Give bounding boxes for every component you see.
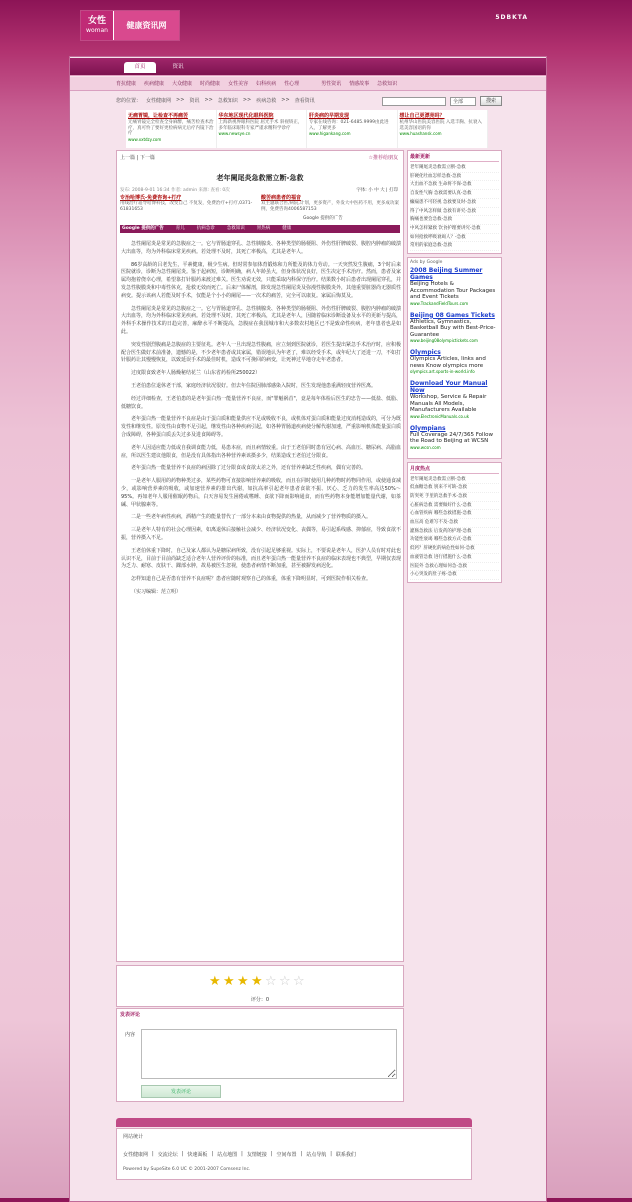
ad-text: 上海新视界眼科医院 屈光手术 斜视矫正，多年临床眼科专家严谨求精科学诊疗 [218, 120, 303, 131]
subnav-item[interactable]: 女性美容 [228, 81, 249, 87]
ad-title[interactable]: 无痛胃镜，让检查不再痛苦 [128, 113, 189, 119]
ad-title[interactable]: 肝炎病的早期发现 [309, 113, 350, 119]
font-size-controls[interactable]: 字体: 小 中 大 | 打印 [356, 188, 398, 193]
article-paragraph: 老年蛋白热一能量营养不良症的病因除了过分限食或食欲太差之外，还有营养素缺乏性疾病，偶有完善的。 [131, 465, 367, 472]
article-paragraph: 急性阑尾炎是常见的急腹症之一。它与胃肠道穿孔、急性胰腺炎、各种类型的肠梗阻、外伤性肝脾破裂、腹腔内肿瘤的破溃大出血等，均为外科临床常见疾病。若处理不及时，其死亡率极高，尤其是老年人，因随着临床诊断设备及水平的更新与提高，外科手术操作技术的日趋完善，麻醉水平不断提高，急腹症在我国城市和大多数农村地区已不是致命性疾病，老年患者也是如此。 [121, 305, 402, 335]
sidebar-ad-url[interactable]: olympics.art.sports-in-world.info [410, 369, 475, 375]
latest-item[interactable]: 胸痛也要会急救-急救 [410, 216, 499, 225]
latest-item[interactable]: 得了中风怎样做 急救有讲究-急救 [410, 208, 499, 217]
hot-item[interactable]: 心脏病急救 需要做好什么-急救 [410, 502, 499, 511]
sidebar-ad-text: Athletics, Gymnastics, Basketball Buy with Best-Price-Guarantee [410, 318, 496, 338]
footer-link[interactable]: 站点地图 [217, 1152, 238, 1158]
article-panel [116, 150, 404, 962]
footer [116, 1128, 472, 1180]
article-body [121, 241, 401, 602]
latest-item[interactable]: 中风怎样紧救 饮食护理要讲究-急救 [410, 225, 499, 234]
star-filled-icon[interactable]: ★ [209, 974, 221, 989]
article-paragraph: 老年蛋白热一能量营养不良症是由于蛋白质和能量供应不足或吸收不良，或机体对蛋白质和能量过度消耗造成的，可分为既发性和继发性。原发性由食物不足引起，继发性由各种疾病引起，如各种胃肠道疾病使分解代谢加速，严重影响机体能量蛋白质合成障碍，各种蛋白质丢失过多及进食障碍等。 [121, 416, 402, 438]
sub-navbar [70, 77, 546, 91]
inline-ad[interactable] [120, 194, 261, 224]
ad-block[interactable] [398, 110, 489, 148]
article-paragraph: （实习编辑：范立明） [131, 588, 182, 595]
breadcrumb-current: 查看资讯 [294, 97, 315, 104]
inline-ads [120, 194, 402, 224]
top-ad-strip [126, 110, 488, 148]
hot-item[interactable]: 低钙？肝硬化的病危性如何-急救 [410, 545, 499, 554]
breadcrumb-link[interactable]: 急救知识 [217, 97, 238, 104]
breadcrumb-sep: >> [204, 97, 213, 103]
footer-sep: | [330, 1151, 332, 1157]
article-paragraph: 王老伯患位退休老干部，家庭经济状况很好。但去年住院因肺部感染入院时，医生发现他患重满轻度营养医离。 [131, 382, 377, 389]
sidebar-ad-url[interactable]: www.ElectronicManuals.co.uk [410, 413, 470, 419]
google-ad-link[interactable]: 健康 [282, 226, 292, 231]
search-scope-select[interactable]: 全部 [450, 97, 476, 106]
hot-list [410, 476, 499, 580]
google-ad-bar-title: Google 提供的广告 [122, 226, 164, 231]
footer-sep: | [181, 1151, 184, 1157]
inline-ad-text: 双主题联合医,病院,计划，更多资产，外发大中医药不用，更多成功案例，免费咨询4006587153 [261, 201, 399, 212]
google-ad-link[interactable]: 育儿 [175, 226, 185, 231]
article-paragraph: 86岁高龄的吕老先生，平素健康，极少生病。但时常参加体育锻炼和力所能及的体力劳动。一天突然发生腹痛，3个时后来医院就诊，诊断为急性阑尾炎。鉴于起病短，诊断明确，病人年龄虽大，但身体状况良好，医生决定手术治疗。然而，患者及家属均抱着侥幸心理，希望靠打针服药来渡过难关。医生劝说无效，只能采取内科保守治疗。结果数小时后患者出现阑尾穿孔，并发急性腹膜炎和中毒性休克，抢救无效而死亡。后来尸体解剖，除发现急性阑尾炎及弥漫性腹膜炎外，其他重要脏器尚无器质性病变。提示该病人若能及时手术，仅能是个小小的阑尾——一次术的痛苦，完全可以康复。家属后悔莫及。 [121, 261, 402, 299]
article-paragraph: 王老伯休重下降时，自己及家人都认为是糖尿病所致，没有引起足够重视。实际上，不要说是老年人，医护人员有时对此也认识不足，目前于目前尚缺乏适合老年人营养评价的标准，而且老年蛋白热一能量营养不良症的临床表现也不典型，早期仅表现为乏力、耐寒、皮肤干、踝部水肿，故易被医生忽视，使患者病情不断加重，甚至被摒发病迟化。 [121, 547, 402, 570]
google-ad-bar [120, 225, 400, 233]
subnav-item[interactable]: 大众健康 [172, 81, 193, 87]
footer-copyright: Powered by SupeSite 6.0 UC © 2001-2007 Comsenz Inc. [123, 1167, 251, 1172]
footer-link[interactable]: 女性健康网 [123, 1152, 149, 1158]
star-empty-icon[interactable]: ☆ [293, 974, 305, 989]
main-navbar [70, 58, 546, 76]
article-paragraph: 三是老年人特有的社会心理因素，如离退休后接触社会减少、经济状况变化、丧偶等，易引起系线感、抑郁症，导致食欲不振，营养摄入不足。 [121, 527, 402, 541]
latest-updates-title: 最新更新 [410, 153, 499, 162]
footer-sep: | [300, 1151, 303, 1157]
hot-item[interactable]: 灌肠急救法 后发药的护理-急救 [410, 528, 499, 537]
breadcrumb-link[interactable]: 女性健康网 [146, 97, 172, 104]
hot-item[interactable]: 老年阑尾炎急救需立断-急救 [410, 476, 499, 485]
footer-link[interactable]: 空间布置 [276, 1152, 297, 1158]
latest-item[interactable]: 癫痫患不可轻视 急救要及时-急救 [410, 199, 499, 208]
sidebar-ad-url[interactable]: www.TrackandFieldTours.com [410, 300, 469, 306]
star-empty-icon[interactable]: ☆ [279, 974, 291, 989]
footer-sep: | [270, 1151, 273, 1157]
latest-item[interactable]: 如何抢救呼吸衰竭人？-急救 [410, 234, 499, 243]
ad-url[interactable]: www.huashansk.com [399, 131, 442, 136]
search-button[interactable]: 搜索 [480, 96, 502, 106]
footer-link[interactable]: 联系我们 [335, 1152, 356, 1158]
footer-sep: | [241, 1151, 243, 1157]
subnav-item[interactable]: 男性资讯 [321, 81, 342, 87]
google-ad-link[interactable]: 抗病急诊 [196, 226, 215, 231]
hot-item[interactable]: 功能性衰竭 哪些急救方式-急救 [410, 536, 499, 545]
article-paragraph: 急性阑尾炎是常见的急腹症之一。它与胃肠道穿孔、急性胰腺炎、各种类型的肠梗阻、外伤性肝脾破裂、腹腔内肿瘤的破溃大出血等，均为外科临床常见疾病。若处理不及时，其死亡率极高，尤其是老年人。 [121, 241, 402, 255]
sidebar-ad-text: Olympics Articles, links and news Know olympics more [410, 356, 486, 369]
hot-item[interactable]: 心血管疾病 哪些急救措施-急救 [410, 510, 499, 519]
ad-text: 杭州华山医院美容医院 入选丰胸、抗衰入选美容国语的你 [399, 120, 482, 131]
ad-title[interactable]: 想让自己更漂亮吗？ [399, 113, 445, 119]
footer-link[interactable]: 交流论坛 [157, 1152, 178, 1158]
article-paragraph: 突发性剧烈腹痛是急腹症的主要征兆。老年人一旦出现急性腹痛，应立刻到医院就诊，若医生提出紧急手术治疗时，应积极配合医生做好术前准备，遗憾的是，不少老年患者或其家属，错误地认为年老了，难以经受手术，或年纪大了还进一刀，不如打针服药让其慢慢恢复，以致延误手术的最佳时机，造成不可挽回的病变，让死神过早地夺走年老患者。 [121, 341, 402, 364]
breadcrumb-sep: >> [281, 97, 290, 103]
breadcrumb-label: 您的位置： [116, 97, 142, 104]
subnav-item[interactable]: 妇科疾病 [256, 81, 277, 87]
comment-textarea[interactable] [141, 1029, 397, 1079]
breadcrumb-link[interactable]: 资讯 [189, 97, 200, 104]
hot-item[interactable]: 低血糖急救 别来不可缺-急救 [410, 484, 499, 493]
footer-tab-bar [116, 1118, 472, 1127]
ad-block[interactable] [307, 110, 398, 148]
article-paragraph: 二是一些老年病性疾病，酒精产生的能量替代了一部分本来由食物提供的热量，从而减少了营养物质的摄入。 [131, 514, 372, 521]
latest-list [410, 164, 499, 251]
google-ads-list [410, 267, 499, 450]
article-paragraph: 经过详细检查，王老伯患的是老年蛋白热一能量营养不良症，而"罪魁祸首"，竟是每年体检后医生的忠告——低盐、低脂、低糖饮食。 [121, 395, 401, 410]
monthly-hot-box [407, 462, 502, 583]
sidebar-ad-text: Beijing Hotels & Accommodation Tour Packages and Event Tickets [410, 281, 496, 301]
comment-title: 发表评论 [120, 1012, 141, 1018]
sidebar-ad[interactable] [410, 349, 499, 374]
hot-item[interactable]: 防突死 手里的急救手术-急救 [410, 493, 499, 502]
search-input[interactable] [382, 97, 446, 106]
star-filled-icon[interactable]: ★ [223, 974, 235, 989]
footer-sep: | [152, 1151, 154, 1157]
footer-link[interactable]: 快速面板 [187, 1152, 208, 1158]
latest-item[interactable]: 自发性气胸 急救需要认真-急救 [410, 190, 499, 199]
submit-comment-button[interactable]: 发表评论 [141, 1085, 221, 1098]
logo-en: woman [86, 26, 108, 34]
sidebar-ad-url[interactable]: www.beijing08olympictickets.com [410, 338, 478, 344]
comment-label: 内容 [125, 1032, 136, 1038]
logo-site-name: 健康资讯网 [113, 11, 179, 40]
latest-item[interactable]: 常用的家庭急救-急救 [410, 242, 499, 251]
latest-updates-box [407, 150, 502, 254]
hot-item[interactable]: 血液管急救 进行措施什么-急救 [410, 554, 499, 563]
latest-item[interactable]: 肝硬化吐血怎样急救-急救 [410, 173, 499, 182]
ad-url[interactable]: www.xxtdzy.com [128, 136, 162, 142]
ad-block[interactable] [126, 110, 217, 148]
latest-item[interactable]: 老年阑尾炎急救需立断-急救 [410, 164, 499, 173]
ads-by-google-label: Ads by Google [410, 260, 443, 266]
star-filled-icon[interactable]: ★ [251, 974, 263, 989]
logo-cn: 女性 [87, 15, 106, 26]
inline-ad-title[interactable]: 专治哈博氏-免费咨询+打疗 [120, 195, 182, 201]
article-meta: 发布: 2008-9-01 16:34 作者: admin 来源: 查看: 0次 [120, 188, 230, 193]
breadcrumb-sep: >> [242, 97, 252, 103]
google-ad-link[interactable]: 胃热病 [256, 226, 271, 231]
star-filled-icon[interactable]: ★ [237, 974, 249, 989]
article-paragraph: 怎样知道自己是否患有营养不良症呢？患者应随时观察自己的体重，体重下降明显时，可到医院作相关检查。 [131, 576, 372, 583]
article-paragraph: 一是老年人服用的药物种类过多，某些药物可直接影响营养素的吸收，而且在同时使用几种药物时药物同作用，或使通食减少，或影响营养素的吸收，或加速营养素的排出代谢，如抗高率引起老年患者食欲不振、厌心、乏力的发生率高达50%～95%。再如老年人服用催眠药物后，白天容易发生困倦或嗜睡、食欲下降而影响通食，而有些药物本身能增加能量代谢，如茶碱、甲状腺素等。 [121, 478, 402, 508]
footer-sep: | [211, 1151, 214, 1157]
sidebar-ad[interactable] [410, 425, 499, 450]
breadcrumb-link[interactable]: 疾病急救 [256, 97, 277, 104]
sidebar [407, 150, 502, 586]
ad-text: 无痛胃镜完全检查全身麻醉，痛苦检查术治疗，真可怜了要好更检病病无后疗内镜下治疗 [128, 120, 214, 136]
footer-link[interactable]: 友情链接 [246, 1152, 267, 1158]
nav-info-tab[interactable]: 资讯 [172, 64, 184, 70]
subnav-item[interactable]: 情感故事 [349, 81, 370, 87]
star-empty-icon[interactable]: ☆ [265, 974, 277, 989]
sidebar-ad[interactable] [410, 380, 499, 419]
article-paragraph: 过度限食致老年人肠燥秘结花兰（山东省药检所250022） [131, 370, 261, 377]
recommend-link[interactable]: ☆推荐给朋友 [368, 155, 398, 161]
ad-block[interactable] [217, 110, 308, 148]
footer-link[interactable]: 站点导航 [306, 1152, 327, 1158]
subnav-item[interactable]: 育抗健康 [116, 81, 137, 87]
inline-ad-text: 用线治疗超导哈博科技，改变自己 不复发，免费治疗+打疗,0371-61831653 [120, 201, 253, 212]
sidebar-ad-title[interactable]: Beijing 08 Games Tickets [410, 311, 495, 319]
logo-mark [81, 11, 113, 40]
site-logo[interactable] [80, 10, 180, 41]
brand-mark: 5DBKTA [495, 14, 528, 21]
sidebar-ad[interactable] [410, 267, 499, 306]
sidebar-ad-title[interactable]: 2008 Beijing Summer Games [410, 267, 483, 282]
sidebar-ad-title[interactable]: Olympics [410, 349, 441, 357]
sidebar-ad-text: Workshop, Service & Repair Manuals All Models, Manufacturers Available [410, 394, 487, 414]
sidebar-ad-text: Full Coverage 24/7/365 Follow the Road to Beijing at WCSN [410, 431, 493, 445]
site-stats-link[interactable]: 网站统计 [123, 1134, 144, 1140]
subnav-item[interactable]: 性心理 [284, 81, 300, 87]
ad-text: 专家在线咨询：021-6485.9999由此进入，了解更多 [309, 120, 389, 131]
sidebar-ad-title[interactable]: Olympians [410, 424, 446, 432]
rating-label: 评分：0 [250, 997, 270, 1003]
hot-item[interactable]: 医院外 急救心理如何急-急救 [410, 563, 499, 572]
article-prev-next[interactable]: 上一篇 | 下一篇 [120, 155, 155, 161]
latest-item[interactable]: 大出血不急救 生命将不保-急救 [410, 181, 499, 190]
google-ads-box [407, 257, 502, 459]
star-rating[interactable] [209, 976, 305, 988]
google-ads-label: Google 提供的广告 [303, 216, 343, 221]
sidebar-ad[interactable] [410, 312, 499, 344]
rating-panel [116, 965, 404, 1007]
footer-links [123, 1151, 356, 1158]
sidebar-ad-title[interactable]: Download Your Manual Now [410, 380, 488, 395]
ad-url[interactable]: www.newsye.cn [218, 131, 251, 136]
subnav-item[interactable]: 疾病健康 [144, 81, 165, 87]
subnav-item[interactable]: 时尚健康 [200, 81, 221, 87]
nav-home-tab[interactable]: 首页 [124, 62, 156, 73]
hot-item[interactable]: 小心突发的肚子疼-急救 [410, 571, 499, 580]
comment-panel [116, 1008, 404, 1102]
ad-title[interactable]: 华东地区现代化眼科医院 [218, 113, 274, 119]
google-ad-link[interactable]: 急救知识 [226, 226, 245, 231]
subnav-item[interactable]: 急救知识 [377, 81, 398, 87]
hot-item[interactable]: 血压高 危难写不及-急救 [410, 519, 499, 528]
monthly-hot-title: 月度热点 [410, 465, 499, 474]
article-paragraph: 老年人因适应能力低或自我调食能力低，易患本症，而且病情较重。由于王老伯同时患有冠心病、高血压、糖尿病、高脂血症，所以医生建议他限食，但是没有具体指出各种营养素该摄多少，结果造成王老伯过分限食。 [121, 444, 402, 459]
sidebar-ad-url[interactable]: www.wcsn.com [410, 444, 441, 450]
article-title: 老年阑尾炎急救需立断-急救 [216, 174, 304, 182]
inline-ad-title[interactable]: 酸苦病患者的福音 [261, 195, 302, 201]
breadcrumb-sep: >> [176, 97, 185, 103]
ad-url[interactable]: www.higankang.com [309, 131, 351, 136]
